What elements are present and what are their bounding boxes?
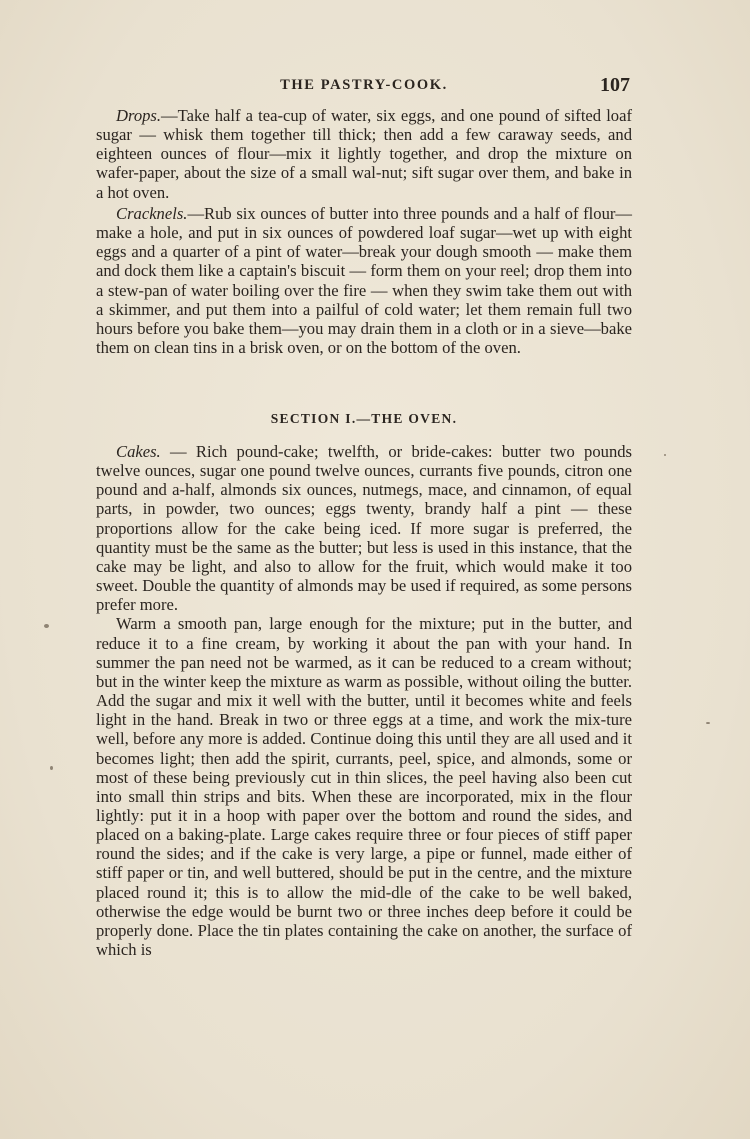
paragraph-text: —Take half a tea-cup of water, six eggs, and one pound of sifted loaf sugar — whisk them together till thick; then add a few caraway seeds, and eighteen ounces of flour—mix it lightly together, and drop the mixture on wafer-paper, about the size of a small wal-nut; sift sugar over them, and bake in a hot oven. <box>96 106 632 202</box>
paper-speck <box>664 454 666 456</box>
paragraph <box>96 614 632 959</box>
page-number: 107 <box>600 74 630 96</box>
recipe-title: Drops. <box>116 106 162 125</box>
section-heading: SECTION I.—THE OVEN. <box>270 411 458 426</box>
paragraph <box>96 442 632 614</box>
page-header <box>96 74 632 98</box>
paragraph-text: —Rub six ounces of butter into three pounds and a half of flour—make a hole, and put in six ounces of powdered loaf sugar—wet up with eight eggs and a quarter of a pint of water—break your dough smooth — make them and dock them like a captain's biscuit — form them on your reel; drop them into a stew-pan of water boiling over the fire — when they swim take them out with a skimmer, and put them into a pailful of cold water; let them remain full two hours before you bake them—you may drain them in a cloth or in a sieve—bake them on clean tins in a brisk oven, or on the bottom of the oven. <box>96 204 632 358</box>
paragraph-text: Warm a smooth pan, large enough for the mixture; put in the butter, and reduce it to a fine cream, by working it about the pan with your hand. In summer the pan need not be warmed, as it can be reduced to a cream without; but in the winter keep the mixture as warm as possible, without oiling the butter. Add the sugar and mix it well with the butter, until it becomes white and feels light in the hand. Break in two or three eggs at a time, and work the mix-ture well, before any more is added. Continue doing this until they are all used and it becomes light; then add the spirit, currants, peel, spice, and almonds, some or most of these being previously cut in thin slices, the peel having also been cut into small thin strips and bits. When these are incorporated, mix in the flour lightly: put it in a hoop with paper over the bottom and round the sides, and placed on a baking-plate. Large cakes require three or four pieces of stiff paper round the sides; and if the cake is very large, a pipe or funnel, made either of stiff paper or tin, and well buttered, should be put in the centre, and the mixture placed round it; this is to allow the mid-dle of the cake to be well baked, otherwise the edge would be burnt two or three inches deep before it could be properly done. Place the tin plates containing the cake on another, the surface of which is <box>96 614 632 960</box>
recipe-cracknels <box>96 204 632 357</box>
paper-speck <box>706 722 710 724</box>
recipe-title: Cracknels. <box>116 204 188 223</box>
recipe-title: Cakes. <box>116 442 161 461</box>
recipe-drops <box>96 106 632 202</box>
section-body <box>96 442 632 959</box>
paragraph-text: — Rich pound-cake; twelfth, or bride-cakes: butter two pounds twelve ounces, sugar one pound twelve ounces, currants five pounds, citron one pound and a-half, almonds six ounces, nutmegs, mace, and cinnamon, of equal parts, in powder, two ounces; eggs twenty, brandy half a pint — these proportions allow for the cake being iced. If more sugar is preferred, the quantity must be the same as the butter; but less is used in this instance, that the cake may be light, and also to allow for the fruit, which would make it too sweet. Double the quantity of almonds may be used if required, as some persons prefer more. <box>96 442 632 615</box>
paragraph <box>96 204 632 357</box>
running-head: THE PASTRY-COOK. <box>280 77 448 93</box>
paper-speck <box>50 766 53 770</box>
paper-speck <box>44 624 49 628</box>
paragraph <box>96 106 632 202</box>
